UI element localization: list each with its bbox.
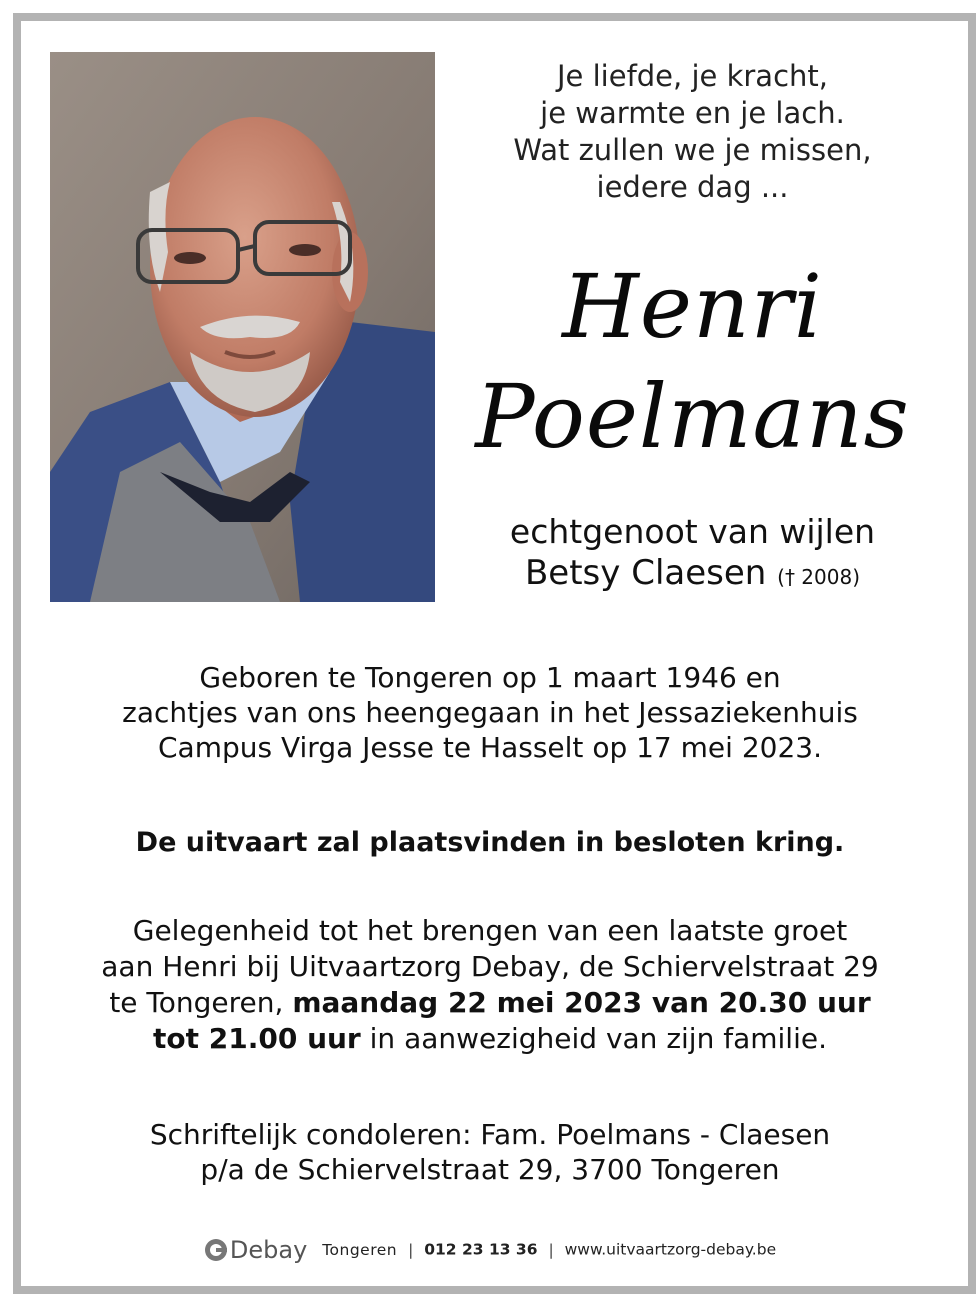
debay-logo xyxy=(204,1236,307,1264)
birth-death-text xyxy=(30,660,950,765)
visitation-text xyxy=(30,913,950,1057)
condolences-text xyxy=(30,1117,950,1187)
poem-line: iedere dag ... xyxy=(596,170,789,204)
last-name: Poelmans xyxy=(475,365,910,468)
visitation-place: te Tongeren, xyxy=(109,986,293,1019)
birth-line: Geboren te Tongeren op 1 maart 1946 en xyxy=(199,661,781,694)
spouse-relation: echtgenoot van wijlen xyxy=(509,512,876,551)
poem-line: Wat zullen we je missen, xyxy=(513,133,872,167)
footer-website[interactable]: www.uitvaartzorg-debay.be xyxy=(564,1240,777,1259)
footer-separator: | xyxy=(548,1240,554,1259)
birth-line: Campus Virga Jesse te Hasselt op 17 mei 2023. xyxy=(157,731,822,764)
poem-line: je warmte en je lach. xyxy=(540,96,845,130)
spouse-name: Betsy Claesen xyxy=(524,553,767,593)
footer-separator: | xyxy=(408,1240,414,1259)
spouse-died: († 2008) xyxy=(777,565,861,589)
visitation-line xyxy=(30,985,950,1021)
visitation-line: aan Henri bij Uitvaartzorg Debay, de Schiervelstraat 29 xyxy=(101,950,879,983)
funeral-notice: De uitvaart zal plaatsvinden in besloten kring. xyxy=(135,827,845,858)
debay-logo-icon xyxy=(204,1238,228,1262)
footer-phone: 012 23 13 36 xyxy=(424,1240,538,1259)
brand-name: Debay xyxy=(229,1236,308,1264)
first-name: Henri xyxy=(562,255,823,358)
portrait-photo xyxy=(50,52,435,602)
visitation-line xyxy=(30,1021,950,1057)
visitation-end-time: tot 21.00 uur xyxy=(153,1022,361,1055)
footer-town: Tongeren xyxy=(322,1240,398,1259)
visitation-date: maandag 22 mei 2023 van 20.30 uur xyxy=(292,986,871,1019)
condolences-line: p/a de Schiervelstraat 29, 3700 Tongeren xyxy=(200,1153,780,1186)
condolences-line: Schriftelijk condoleren: Fam. Poelmans - Claesen xyxy=(149,1118,831,1151)
visitation-line: Gelegenheid tot het brengen van een laatste groet xyxy=(132,914,848,947)
poem-line: Je liefde, je kracht, xyxy=(557,59,828,93)
portrait-illustration xyxy=(50,52,435,602)
footer xyxy=(0,1236,980,1264)
poem xyxy=(470,58,915,206)
birth-line: zachtjes van ons heengegaan in het Jessaziekenhuis xyxy=(122,696,858,729)
spouse-info xyxy=(470,512,915,598)
visitation-note: in aanwezigheid van zijn familie. xyxy=(360,1022,827,1055)
spouse-line xyxy=(470,552,915,598)
deceased-name xyxy=(470,252,915,472)
